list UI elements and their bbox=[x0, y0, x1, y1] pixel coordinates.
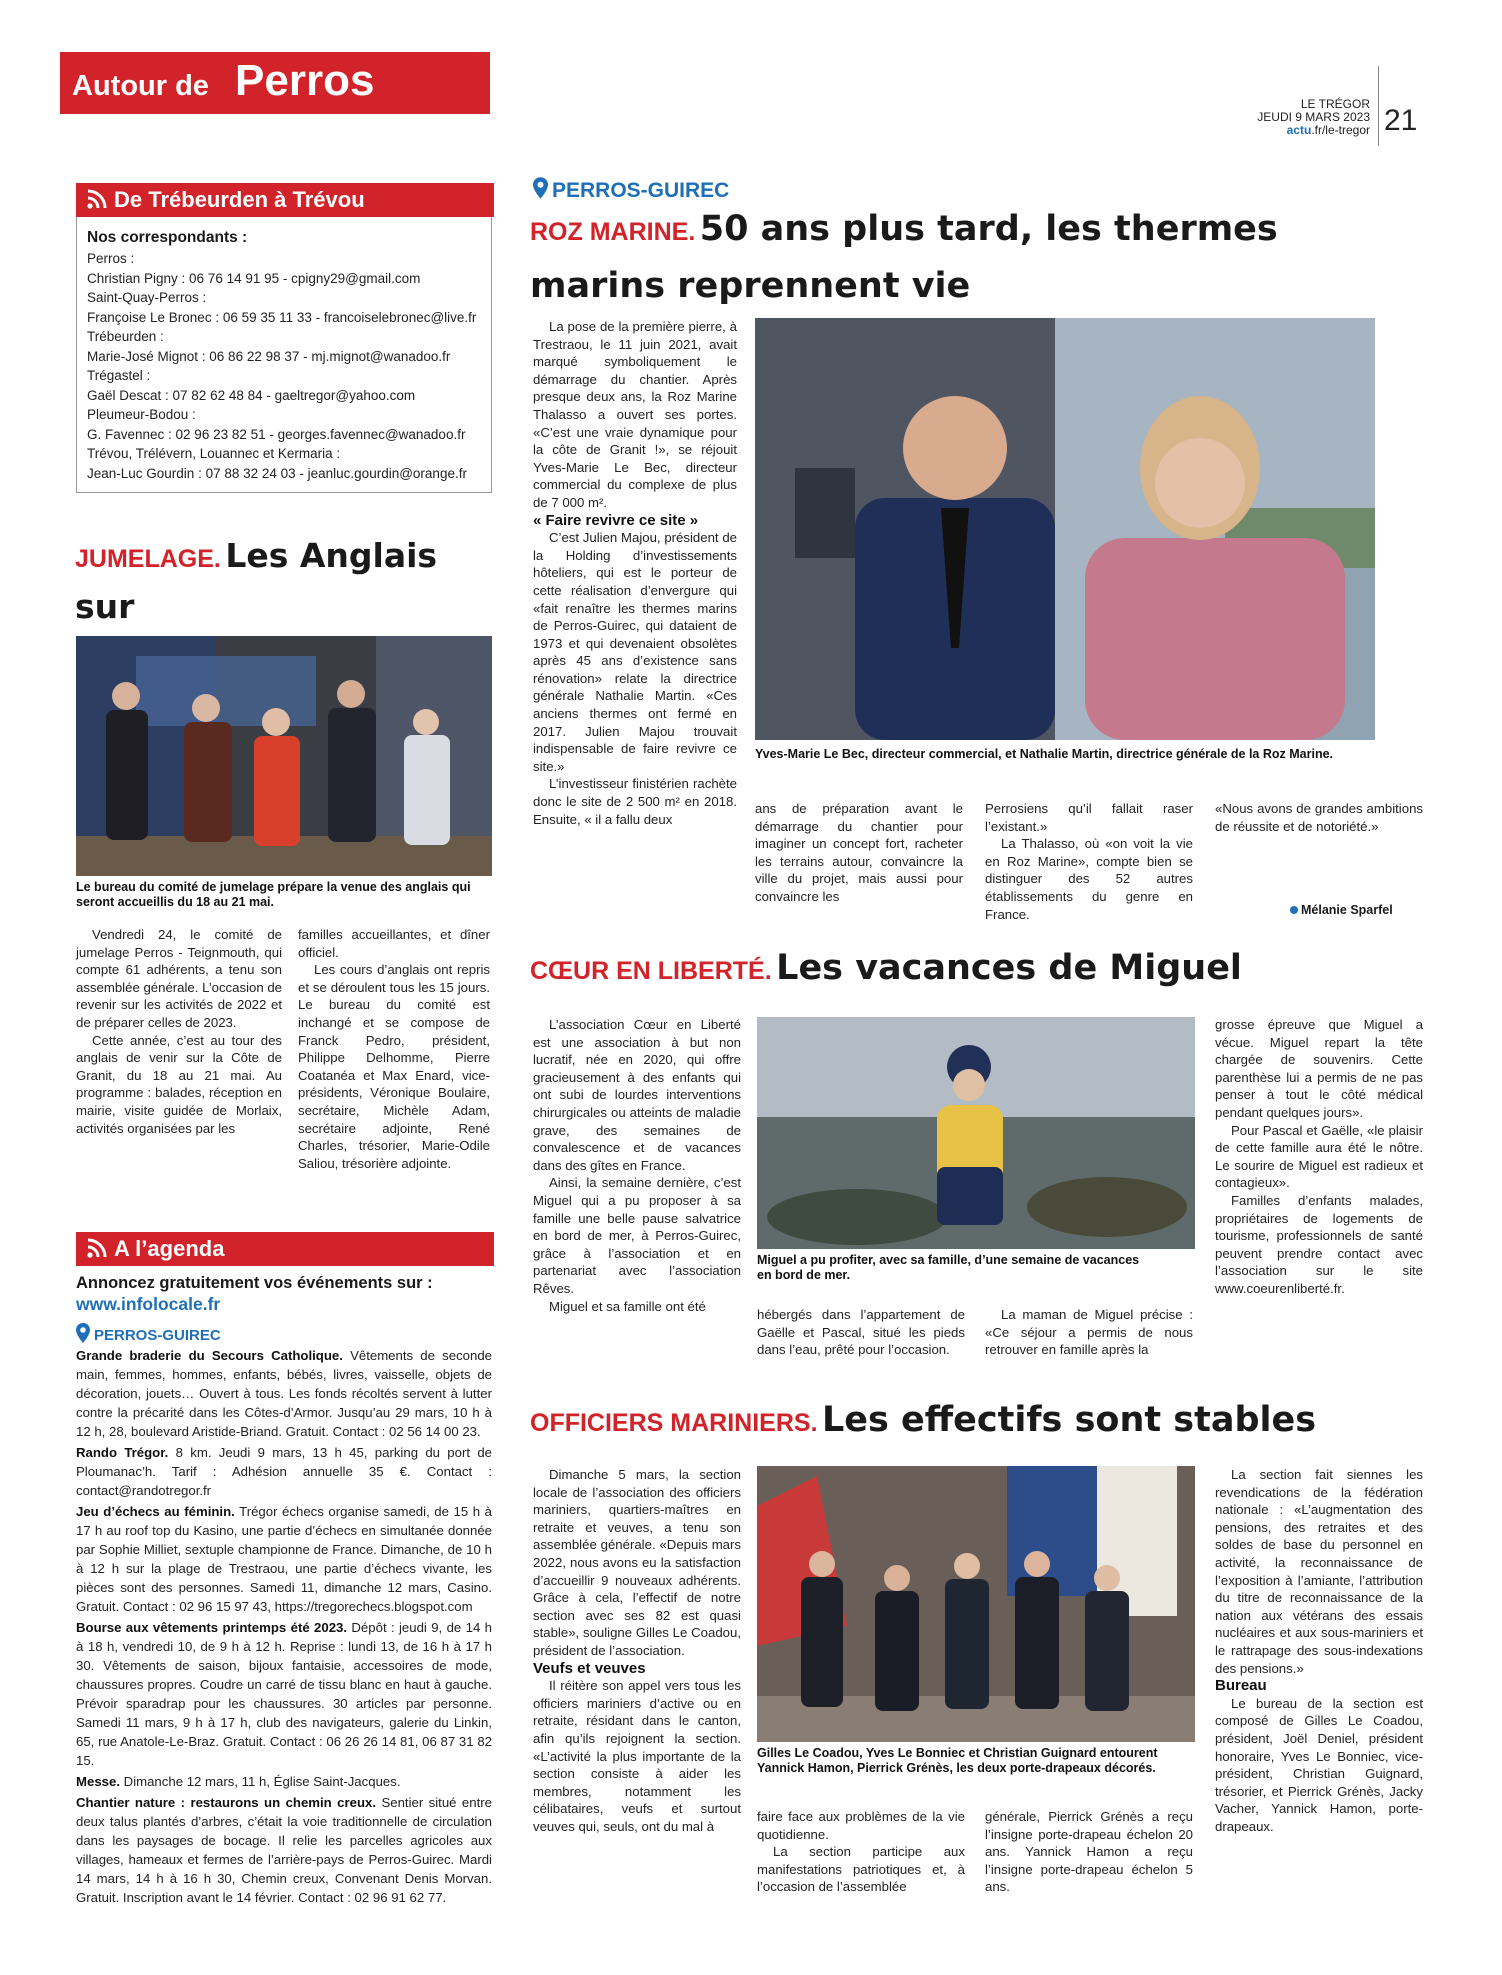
mariniers-col-3 bbox=[985, 1808, 1193, 1896]
roz-title-2: marins reprennent vie bbox=[530, 266, 971, 306]
correspondent-line: Trébeurden : bbox=[87, 329, 164, 344]
correspondent-line: Françoise Le Bronec : 06 59 35 11 33 - francoiselebronec@live.fr bbox=[87, 309, 477, 325]
miguel-col1-p3: Miguel et sa famille ont été bbox=[549, 1298, 706, 1314]
miguel-col-1 bbox=[533, 1016, 741, 1315]
site-link[interactable]: actu.fr/le-tregor bbox=[1286, 123, 1370, 137]
roz-col-1 bbox=[533, 318, 737, 828]
miguel-title: Les vacances de Miguel bbox=[776, 948, 1242, 988]
agenda-bar bbox=[76, 1232, 494, 1266]
mariniers-col-1 bbox=[533, 1466, 741, 1835]
roz-author: Mélanie Sparfel bbox=[1290, 903, 1393, 917]
roz-title-1: 50 ans plus tard, les thermes bbox=[699, 209, 1278, 249]
rss-icon bbox=[86, 188, 108, 210]
roz-col-4 bbox=[1215, 800, 1423, 835]
correspondents-box bbox=[76, 217, 492, 493]
jumelage-col1-p2: Cette année, c’est au tour des anglais de venir sur la Côte de Granit, du 18 au 21 mai. Au programme : balades, réception en mairie, visite guidée de Morlaix, activités organisées par les bbox=[76, 1032, 282, 1136]
agenda-item-text: 8 km. Jeudi 9 mars, 13 h 45, parking du port de Ploumanac’h. Tarif : Adhésion annuelle 35 €. Contact : contact@randotregor.fr bbox=[76, 1445, 492, 1498]
mariniers-subhead: Veufs et veuves bbox=[533, 1659, 646, 1677]
mariniers-headline bbox=[530, 1400, 1410, 1440]
masthead-info bbox=[1180, 98, 1370, 137]
agenda-title: A l’agenda bbox=[114, 1236, 225, 1261]
location-pin-icon bbox=[533, 176, 548, 200]
section-banner bbox=[60, 52, 490, 114]
correspondents-title: De Trébeurden à Trévou bbox=[114, 187, 365, 212]
miguel-kicker: CŒUR EN LIBERTÉ. bbox=[530, 957, 772, 985]
miguel-col-3 bbox=[985, 1306, 1193, 1359]
roz-photo bbox=[755, 318, 1375, 740]
agenda-item-title: Chantier nature : restaurons un chemin creux. bbox=[76, 1795, 377, 1810]
mariniers-col1-p2: Il réitère son appel vers tous les officiers mariniers d’active ou en retraite, résidant dans le canton, afin qu’ils rejoignent la section. «L’activité la plus importante de la section consiste à aider les membres, notamment les célibataires, veufs et surtout veuves qui, seuls, ont du mal à bbox=[533, 1678, 741, 1834]
agenda-item-text: Dimanche 12 mars, 11 h, Église Saint-Jacques. bbox=[120, 1774, 401, 1789]
roz-col-3 bbox=[985, 800, 1193, 923]
miguel-col4-p2: Pour Pascal et Gaëlle, «le plaisir de cette famille aura été le nôtre. Le sourire de Miguel est radieux et contagieux». bbox=[1215, 1122, 1423, 1191]
agenda-item-title: Messe. bbox=[76, 1774, 120, 1789]
mariniers-col3-p1: générale, Pierrick Grénès a reçu l’insigne porte-drapeau échelon 20 ans. Yannick Hamon a reçu l’insigne porte-drapeau échelon 5 ans. bbox=[985, 1809, 1193, 1895]
jumelage-photo bbox=[76, 636, 492, 876]
agenda-item-title: Rando Trégor. bbox=[76, 1445, 169, 1460]
miguel-photo bbox=[757, 1017, 1195, 1249]
agenda-item-title: Grande braderie du Secours Catholique. bbox=[76, 1348, 343, 1363]
paper-name: LE TRÉGOR bbox=[1300, 97, 1370, 111]
agenda-item-title: Bourse aux vêtements printemps été 2023. bbox=[76, 1620, 348, 1635]
roz-kicker: ROZ MARINE. bbox=[530, 218, 696, 246]
correspondents-bar bbox=[76, 183, 494, 217]
agenda-item-text: Sentier situé entre deux talus plantés d’arbres, c’était la voie traditionnelle de circulation dans les paysages de bocage. Il relie les parcelles agricoles aux villages, hameaux et fermes de l’arrière-pays de Perros-Guirec. Mardi 14 mars, 14 h à 16 h 30, Chemin creux, Convenant Denis Morvan. Gratuit. Inscription avant le 14 février. Contact : 02 96 91 62 77. bbox=[76, 1795, 492, 1905]
roz-col3-p2: La Thalasso, où «on voit la vie en Roz Marine», compte bien se distinguer des 52 autres établissements du genre en France. bbox=[985, 836, 1193, 922]
correspondent-line: G. Favennec : 02 96 23 82 51 - georges.favennec@wanadoo.fr bbox=[87, 426, 466, 442]
miguel-col1-p1: L’association Cœur en Liberté est une association à but non lucratif, née en 2020, qui offre gracieusement à des enfants qui ont subi de lourdes interventions chirurgicales ou atteints de maladie grave, des semaines de convalescence et de vacances dans des gîtes en France. bbox=[533, 1017, 741, 1173]
correspondent-line: Gaël Descat : 07 82 62 48 84 - gaeltregor@yahoo.com bbox=[87, 387, 416, 403]
agenda-item-text: Dépôt : jeudi 9, de 14 h à 18 h, vendredi 10, de 9 h à 12 h. Reprise : lundi 13, de 16 h à 17 h 30. Vêtements de saison, bijoux fantaisie, accessoires de mode, chaussures propres. Coudre un carré de tissu blanc en haut à gauche. Prévoir sparadrap pour les chaussures. 30 articles par personne. Samedi 11 mars, 9 h à 17 h, club des navigateurs, galerie du Linkin, 65, rue Anatole-Le-Braz. Gratuit. Contact : 06 26 26 14 81, 06 87 31 82 15. bbox=[76, 1620, 492, 1768]
section-prefix: Autour de bbox=[72, 70, 209, 102]
correspondent-line: Trévou, Trélévern, Louannec et Kermaria : bbox=[87, 446, 341, 461]
agenda-item bbox=[76, 1772, 492, 1791]
agenda-list bbox=[76, 1346, 492, 1909]
roz-col2-p1: ans de préparation avant le démarrage du chantier pour imaginer un concept fort, racheter les terrains autour, convaincre la ville du projet, mais aussi pour convaincre les bbox=[755, 801, 963, 904]
miguel-col4-p1: grosse épreuve que Miguel a vécue. Miguel repart la tête chargée de souvenirs. Cette parenthèse lui a permis de ne pas penser à tout le côté médical pendant quelques jours». bbox=[1215, 1017, 1423, 1120]
author-bullet-icon bbox=[1290, 906, 1298, 914]
roz-headline bbox=[530, 204, 1410, 318]
correspondent-line: Trégastel : bbox=[87, 368, 151, 383]
mariniers-col1-p1: Dimanche 5 mars, la section locale de l’association des officiers mariniers, quartiers-maîtres en retraite et veuves, a tenu son assemblée générale. «Depuis mars 2022, nous avons eu la satisfaction d’accueillir 9 nouveaux adhérents. Grâce à cela, l’effectif de notre section avec ses 82 est quasi stable», souligne Gilles Le Coadou, président de l’association. bbox=[533, 1467, 741, 1658]
location-pin-icon bbox=[76, 1323, 90, 1343]
mariniers-title: Les effectifs sont stables bbox=[821, 1400, 1317, 1440]
roz-col4-p1: «Nous avons de grandes ambitions de réussite et de notoriété.» bbox=[1215, 801, 1423, 834]
correspondents-list bbox=[87, 249, 481, 483]
mariniers-col2-p1: faire face aux problèmes de la vie quotidienne. bbox=[757, 1809, 965, 1842]
agenda-item-title: Jeu d’échecs au féminin. bbox=[76, 1504, 235, 1519]
mariniers-caption: Gilles Le Coadou, Yves Le Bonniec et Christian Guignard entourent Yannick Hamon, Pierrick Grénès, les deux porte-drapeaux décorés. bbox=[757, 1746, 1158, 1775]
correspondent-line: Jean-Luc Gourdin : 07 88 32 24 03 - jeanluc.gourdin@orange.fr bbox=[87, 465, 467, 481]
jumelage-col-1 bbox=[76, 926, 282, 1137]
correspondent-line: Pleumeur-Bodou : bbox=[87, 407, 196, 422]
agenda-item bbox=[76, 1618, 492, 1770]
jumelage-col2-p1: familles accueillantes, et dîner officiel. bbox=[298, 927, 490, 960]
agenda-town: PERROS-GUIREC bbox=[76, 1323, 221, 1344]
mariniers-photo bbox=[757, 1466, 1195, 1742]
mariniers-kicker: OFFICIERS MARINIERS. bbox=[530, 1409, 818, 1437]
miguel-col-2 bbox=[757, 1306, 965, 1359]
agenda-item-text: Trégor échecs organise samedi, de 15 h à 17 h au roof top du Kasino, une partie d’échecs en simultanée donnée par Sophie Milliet, sextuple championne de France. Dimanche, de 10 h à 12 h sur la plage de Trestraou, une partie d’échecs vivante, les pièces sont des personnes. Samedi 11, dimanche 12 mars, Casino. Gratuit. Contact : 02 96 15 97 43, https://tregorechecs.blogspot.com bbox=[76, 1504, 492, 1614]
miguel-caption: Miguel a pu profiter, avec sa famille, d’une semaine de vacances en bord de mer. bbox=[757, 1253, 1140, 1282]
miguel-col4-p3: Familles d’enfants malades, propriétaires de logements de tourisme, professionnels de santé peuvent prendre contact avec l’association sur le site www.coeurenliberté.fr. bbox=[1215, 1192, 1423, 1296]
header-divider bbox=[1378, 66, 1379, 146]
correspondent-line: Christian Pigny : 06 76 14 91 95 - cpigny29@gmail.com bbox=[87, 270, 421, 286]
roz-col1-p2: C’est Julien Majou, président de la Holding d’investissements hôteliers, qui est le porteur de cette réalisation d’envergure qui «fait renaître les thermes marins de Perros-Guirec, qui dataient de 1973 et qui devenaient obsolètes après 45 ans d’existence sans rénovation» relate la directrice générale Nathalie Martin. «Ces anciens thermes ont fermé en 2017. Julien Majou trouvait indispensable de faire revivre ce site.» bbox=[533, 530, 737, 774]
jumelage-col-2 bbox=[298, 926, 490, 1172]
section-name: Perros bbox=[235, 56, 375, 105]
mariniers-col-2 bbox=[757, 1808, 965, 1896]
miguel-col-4 bbox=[1215, 1016, 1423, 1298]
roz-town: PERROS-GUIREC bbox=[533, 176, 729, 203]
miguel-col3-p1: La maman de Miguel précise : «Ce séjour a permis de nous retrouver en famille après la bbox=[985, 1307, 1193, 1358]
miguel-col2-p1: hébergés dans l’appartement de Gaëlle et Pascal, situé les pieds dans l’eau, prêté pour l’occasion. bbox=[757, 1307, 965, 1358]
mariniers-col4-p2: Le bureau de la section est composé de Gilles Le Coadou, président, Joël Deniel, président honoraire, Yves Le Bonniec, vice-président, Christian Guignard, trésorier, et Pierrick Grénès, Jacky Vacher, Yannick Hamon, porte-drapeaux. bbox=[1215, 1695, 1423, 1834]
jumelage-kicker: JUMELAGE. bbox=[75, 545, 221, 573]
miguel-headline bbox=[530, 948, 1410, 988]
correspondents-heading: Nos correspondants : bbox=[87, 229, 248, 246]
roz-col3-p1: Perrosiens qu’il fallait raser l’existant.» bbox=[985, 801, 1193, 834]
mariniers-col4-p1: La section fait siennes les revendications de la fédération nationale : «L’augmentation des pensions, des retraites et des soldes de base du personnel en activité, la reconnaissance de l’exposition à l’amiante, l’attribution du titre de reconnaissance de la nation aux vétérans des essais nucléaires et aux sous-mariniers et le rattrapage des sous-indexations des pensions.» bbox=[1215, 1467, 1423, 1676]
roz-col1-p3: L’investisseur finistérien rachète donc le site de 2 500 m² en 2018. Ensuite, « il a fallu deux bbox=[533, 776, 737, 827]
agenda-item bbox=[76, 1793, 492, 1907]
agenda-announce: Annoncez gratuitement vos événements sur : bbox=[76, 1274, 433, 1292]
mariniers-col4-subhead: Bureau bbox=[1215, 1677, 1267, 1695]
issue-date: JEUDI 9 MARS 2023 bbox=[1257, 110, 1370, 124]
rss-icon bbox=[86, 1237, 108, 1259]
agenda-item bbox=[76, 1443, 492, 1500]
jumelage-col2-p2: Les cours d’anglais ont repris et se déroulent tous les 15 jours. Le bureau du comité est inchangé et se compose de Franck Pedro, président, Philippe Delhomme, Pierre Coatanéa et Max Enard, vice-présidents, Véronique Boulaire, secrétaire, Michèle Adam, secrétaire adjointe, René Charles, trésorier, Marie-Odile Saliou, trésorière adjointe. bbox=[298, 962, 490, 1171]
jumelage-title-1: Les Anglais sur bbox=[75, 536, 438, 626]
agenda-item bbox=[76, 1346, 492, 1441]
mariniers-col2-p2: La section participe aux manifestations patriotiques et, à l’occasion de l’assemblée bbox=[757, 1844, 965, 1895]
roz-col-2 bbox=[755, 800, 963, 906]
roz-subhead: « Faire revivre ce site » bbox=[533, 511, 699, 529]
agenda-item-text: Vêtements de seconde main, femmes, hommes, enfants, bébés, livres, vaisselle, objets de décoration, jouets… Ouvert à tous. Les fonds récoltés servent à lutter contre la précarité dans les Côtes-d’Armor. Jusqu’au 29 mars, 10 h à 12 h, 28, boulevard Aristide-Briand. Gratuit. Contact : 02 56 14 00 23. bbox=[76, 1348, 492, 1439]
mariniers-col-4 bbox=[1215, 1466, 1423, 1835]
agenda-link[interactable]: www.infolocale.fr bbox=[76, 1294, 221, 1314]
jumelage-col1-p1: Vendredi 24, le comité de jumelage Perros - Teignmouth, qui compte 61 adhérents, a tenu son assemblée générale. L’occasion de revenir sur les activités de 2022 et de préparer celles de 2023. bbox=[76, 927, 283, 1030]
correspondent-line: Perros : bbox=[87, 251, 135, 266]
jumelage-caption: Le bureau du comité de jumelage prépare la venue des anglais qui seront accueillis du 18 au 21 mai. bbox=[76, 880, 471, 909]
roz-col1-p1: La pose de la première pierre, à Trestraou, le 11 juin 2021, avait marqué symboliquement le démarrage du chantier. Après presque deux ans, la Roz Marine Thalasso a ouvert ses portes. «C’est une vraie dynamique pour la côte de Granit !», se réjouit Yves-Marie Le Bec, directeur commercial du complexe de plus de 7 000 m². bbox=[533, 319, 737, 510]
miguel-col1-p2: Ainsi, la semaine dernière, c’est Miguel qui a pu proposer à sa famille une belle pause salvatrice en bord de mer, à Perros-Guirec, grâce à l’association et en partenariat avec l’association Rêves. bbox=[533, 1175, 741, 1296]
correspondent-line: Marie-José Mignot : 06 86 22 98 37 - mj.mignot@wanadoo.fr bbox=[87, 348, 451, 364]
agenda-item bbox=[76, 1502, 492, 1616]
page-number: 21 bbox=[1384, 104, 1418, 137]
roz-caption: Yves-Marie Le Bec, directeur commercial, et Nathalie Martin, directrice générale de la Roz Marine. bbox=[755, 747, 1334, 761]
correspondent-line: Saint-Quay-Perros : bbox=[87, 290, 207, 305]
